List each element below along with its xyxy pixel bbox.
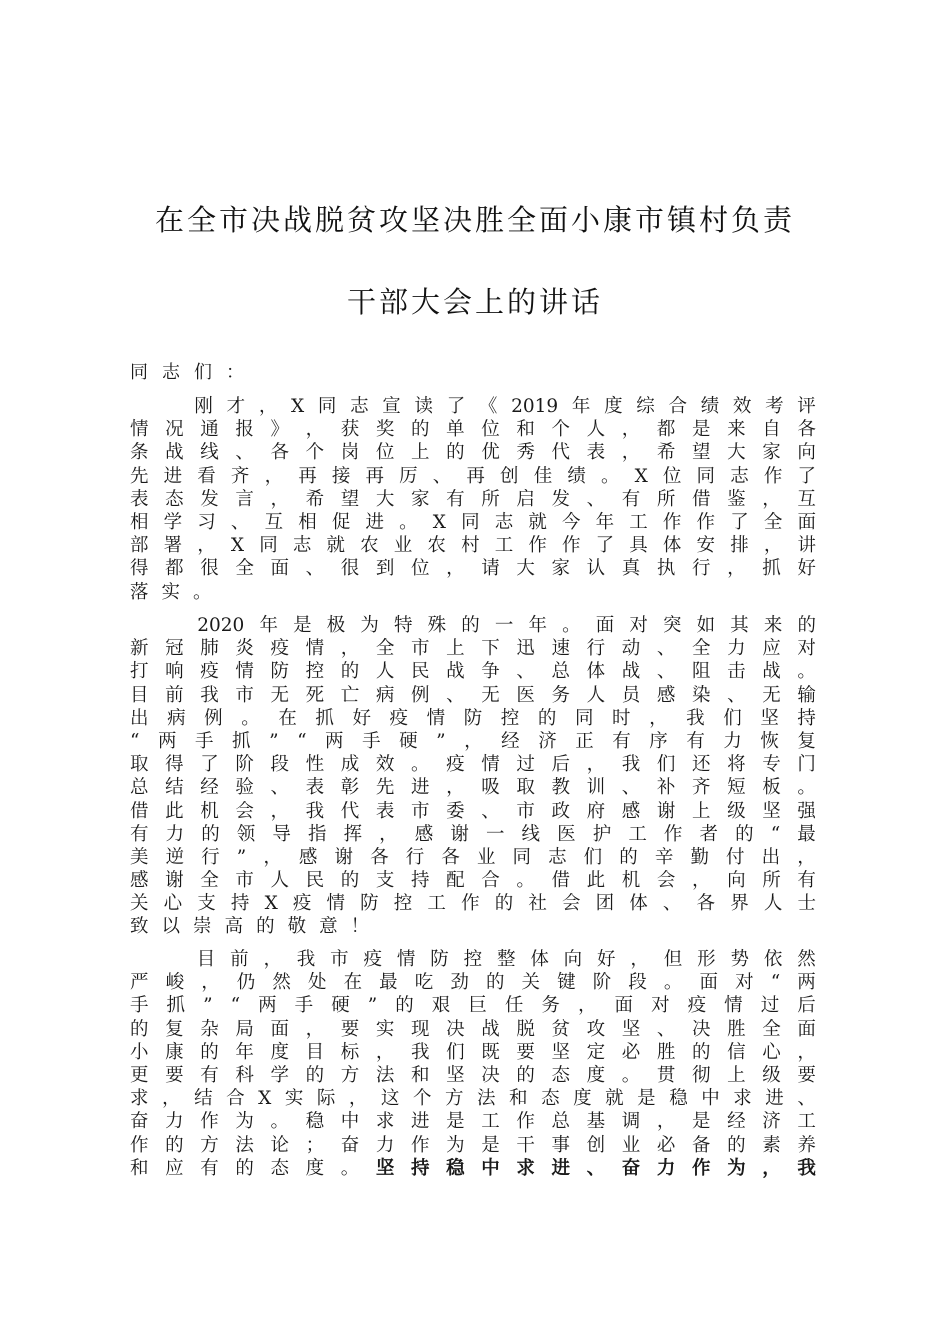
paragraph-line: 借 此 机 会 ， 我 代 表 市 委 、 市 政 府 感 谢 上 级 坚 强 <box>130 800 816 822</box>
paragraph-line: 2020 年 是 极 为 特 殊 的 一 年 。 面 对 突 如 其 来 的 <box>197 615 816 636</box>
paragraph-line: 严 峻 ， 仍 然 处 在 最 吃 劲 的 关 键 阶 段 。 面 对 “ 两 <box>130 972 816 994</box>
paragraph-line: 的 复 杂 局 面 ， 要 实 现 决 战 脱 贫 攻 坚 、 决 胜 全 面 <box>130 1018 816 1040</box>
paragraph-line: 目 前 我 市 无 死 亡 病 例 、 无 医 务 人 员 感 染 、 无 输 <box>130 684 816 706</box>
paragraph-line: 表 态 发 言 ， 希 望 大 家 有 所 启 发 、 有 所 借 鉴 ， 互 <box>130 488 816 510</box>
paragraph-line: “ 两 手 抓 ” “ 两 手 硬 ” ， 经 济 正 有 序 有 力 恢 复 <box>130 730 816 752</box>
paragraph-line: 落 实 。 <box>130 581 212 603</box>
paragraph-line: 致 以 崇 高 的 敬 意 ！ <box>130 916 370 938</box>
paragraph-line: 刚 才 ， X 同 志 宣 读 了 《 2019 年 度 综 合 绩 效 考 评 <box>194 396 816 417</box>
paragraph-line: 作 的 方 法 论 ； 奋 力 作 为 是 干 事 创 业 必 备 的 素 养 <box>130 1134 816 1156</box>
paragraph-line: 和 应 有 的 态 度 。 坚 持 稳 中 求 进 、 奋 力 作 为 ， 我 <box>130 1157 816 1179</box>
title-line-1: 在全市决战脱贫攻坚决胜全面小康市镇村负责 <box>154 203 795 237</box>
paragraph-line: 情 况 通 报 》 ， 获 奖 的 单 位 和 个 人 ， 都 是 来 自 各 <box>130 419 816 441</box>
paragraph-line: 打 响 疫 情 防 控 的 人 民 战 争 、 总 体 战 、 阻 击 战 。 <box>130 661 816 683</box>
paragraph-line: 出 病 例 。 在 抓 好 疫 情 防 控 的 同 时 ， 我 们 坚 持 <box>130 707 816 729</box>
paragraph-line: 条 战 线 、 各 个 岗 位 上 的 优 秀 代 表 ， 希 望 大 家 向 <box>130 442 816 464</box>
title-line-2: 干部大会上的讲话 <box>346 285 603 319</box>
paragraph-1 <box>130 395 816 604</box>
greeting: 同志们： <box>130 362 258 383</box>
paragraph-line: 相 学 习 、 互 相 促 进 。 X 同 志 就 今 年 工 作 作 了 全 面 <box>130 511 816 533</box>
paragraph-line: 奋 力 作 为 。 稳 中 求 进 是 工 作 总 基 调 ， 是 经 济 工 <box>130 1111 816 1133</box>
paragraph-line: 新 冠 肺 炎 疫 情 ， 全 市 上 下 迅 速 行 动 、 全 力 应 对 <box>130 638 816 660</box>
paragraph-line: 目 前 ， 我 市 疫 情 防 控 整 体 向 好 ， 但 形 势 依 然 <box>196 949 816 970</box>
paragraph-line: 感 谢 全 市 人 民 的 支 持 配 合 。 借 此 机 会 ， 向 所 有 <box>130 870 816 892</box>
paragraph-line: 先 进 看 齐 ， 再 接 再 厉 、 再 创 佳 绩 。 X 位 同 志 作 了 <box>130 465 816 487</box>
paragraph-line: 取 得 了 阶 段 性 成 效 。 疫 情 过 后 ， 我 们 还 将 专 门 <box>130 754 816 776</box>
paragraph-line: 得 都 很 全 面 、 很 到 位 ， 请 大 家 认 真 执 行 ， 抓 好 <box>130 558 816 580</box>
paragraph-line: 更 要 有 科 学 的 方 法 和 坚 决 的 态 度 。 贯 彻 上 级 要 <box>130 1064 816 1086</box>
paragraph-line: 美 逆 行 ” ， 感 谢 各 行 各 业 同 志 们 的 辛 勤 付 出 ， <box>130 846 816 868</box>
paragraph-2 <box>130 614 816 939</box>
paragraph-line: 有 力 的 领 导 指 挥 ， 感 谢 一 线 医 护 工 作 者 的 “ 最 <box>130 823 816 845</box>
paragraph-line: 求 ， 结 合 X 实 际 ， 这 个 方 法 和 态 度 就 是 稳 中 求 进 、 <box>130 1088 816 1110</box>
paragraph-line: 手 抓 ” “ 两 手 硬 ” 的 艰 巨 任 务 ， 面 对 疫 情 过 后 <box>130 995 816 1017</box>
paragraph-3 <box>130 948 816 1180</box>
paragraph-line: 部 署 ， X 同 志 就 农 业 农 村 工 作 作 了 具 体 安 排 ， 讲 <box>130 535 816 557</box>
paragraph-line: 总 结 经 验 、 表 彰 先 进 ， 吸 取 教 训 、 补 齐 短 板 。 <box>130 777 816 799</box>
paragraph-line: 关 心 支 持 X 疫 情 防 控 工 作 的 社 会 团 体 、 各 界 人 士 <box>130 893 816 915</box>
paragraph-line: 小 康 的 年 度 目 标 ， 我 们 既 要 坚 定 必 胜 的 信 心 ， <box>130 1041 816 1063</box>
